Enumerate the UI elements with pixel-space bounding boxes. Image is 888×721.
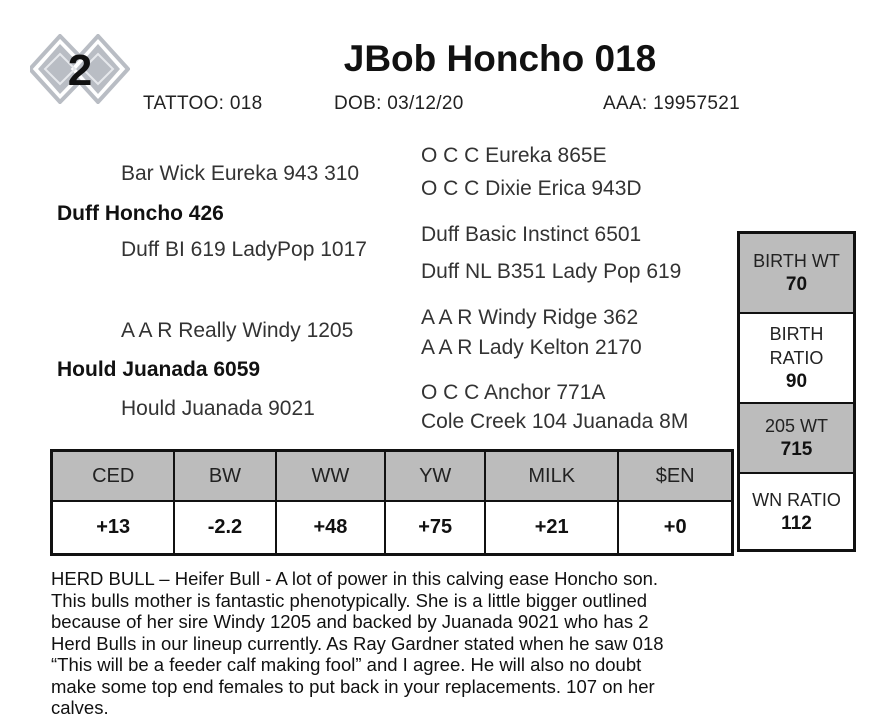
dam-dam-dam: Cole Creek 104 Juanada 8M [421, 410, 689, 433]
aaa-text: AAA: 19957521 [603, 93, 741, 114]
epd-value-ced: +13 [52, 501, 175, 555]
description-text [51, 568, 851, 719]
epd-header-ww: WW [276, 451, 386, 502]
description-line: calves. [51, 697, 109, 718]
sire-dam-dam: Duff NL B351 Lady Pop 619 [421, 260, 682, 283]
epd-header-yw: YW [385, 451, 485, 502]
birth-ratio-cell [740, 314, 853, 404]
sire-sire: Bar Wick Eureka 943 310 [121, 162, 360, 185]
epd-header-bw: BW [174, 451, 275, 502]
dam-sire-dam: A A R Lady Kelton 2170 [421, 336, 642, 359]
sire-sire-dam: O C C Dixie Erica 943D [421, 177, 642, 200]
performance-panel [737, 231, 856, 552]
epd-value-ww: +48 [276, 501, 386, 555]
epd-value-milk: +21 [485, 501, 618, 555]
dob-text: DOB: 03/12/20 [334, 93, 464, 114]
epd-value-row [52, 501, 733, 555]
epd-header-row [52, 451, 733, 502]
epd-value-yw: +75 [385, 501, 485, 555]
epd-header-en: $EN [618, 451, 732, 502]
description-line: HERD BULL – Heifer Bull - A lot of power in this calving ease Honcho son. [51, 568, 659, 589]
birth-ratio-label-1: BIRTH [769, 324, 824, 344]
description-line: make some top end females to put back in your replacements. 107 on her [51, 675, 655, 697]
description-line: because of her sire Windy 1205 and backed by Juanada 9021 who has 2 [51, 611, 649, 632]
birth-ratio-label-2: RATIO [769, 348, 824, 368]
wn-ratio-value: 112 [781, 512, 812, 534]
sire-dam: Duff BI 619 LadyPop 1017 [121, 238, 367, 261]
epd-value-bw: -2.2 [174, 501, 275, 555]
epd-table [50, 449, 734, 556]
lot-number: 2 [67, 46, 93, 95]
dam-dam-sire: O C C Anchor 771A [421, 381, 606, 404]
wt205-label: 205 WT [764, 416, 829, 436]
description-line: This bulls mother is fantastic phenotypically. She is a little bigger outlined [51, 589, 648, 611]
wn-ratio-cell [740, 474, 853, 549]
birth-wt-value: 70 [785, 274, 808, 295]
tattoo-text: TATTOO: 018 [143, 93, 263, 114]
birth-wt-cell [740, 234, 853, 314]
birth-wt-label: BIRTH WT [753, 251, 840, 271]
description-line: Herd Bulls in our lineup currently. As Ray Gardner stated when he saw 018 [51, 632, 664, 654]
wt205-value: 715 [780, 439, 813, 460]
dam-sire: A A R Really Windy 1205 [121, 319, 354, 342]
sire-name: Duff Honcho 426 [57, 202, 224, 225]
dam-name: Hould Juanada 6059 [57, 358, 261, 381]
birth-ratio-value: 90 [785, 371, 808, 392]
sire-sire-sire: O C C Eureka 865E [421, 144, 607, 167]
description-line: “This will be a feeder calf making fool” and I agree. He will also no doubt [51, 654, 642, 675]
epd-header-ced: CED [52, 451, 175, 502]
sire-dam-sire: Duff Basic Instinct 6501 [421, 223, 642, 246]
animal-title: JBob Honcho 018 [343, 38, 657, 79]
dam-dam: Hould Juanada 9021 [121, 397, 315, 420]
wt205-cell [740, 404, 853, 474]
wn-ratio-label: WN RATIO [752, 489, 841, 510]
epd-header-milk: MILK [485, 451, 618, 502]
dam-sire-sire: A A R Windy Ridge 362 [421, 306, 639, 329]
epd-value-en: +0 [618, 501, 732, 555]
